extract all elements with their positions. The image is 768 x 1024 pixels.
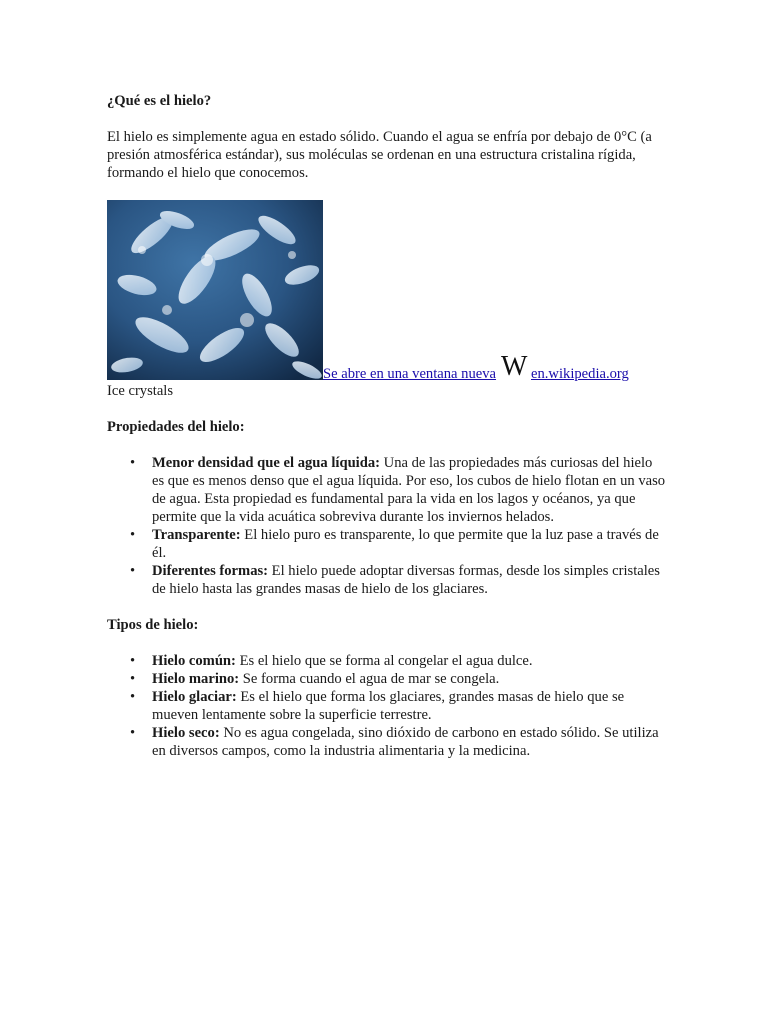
bullet-icon: • — [130, 455, 136, 471]
bullet-icon: • — [130, 725, 136, 741]
list-item — [130, 670, 667, 688]
list-item-term: Hielo glaciar: — [152, 689, 237, 705]
properties-list — [107, 454, 667, 598]
properties-title: Propiedades del hielo: — [107, 419, 245, 435]
bullet-icon: • — [130, 527, 136, 543]
list-item-term: Hielo marino: — [152, 671, 240, 687]
image-caption: Ice crystals — [107, 383, 174, 399]
bullet-icon: • — [130, 653, 136, 669]
intro-paragraph: El hielo es simplemente agua en estado sólido. Cuando el agua se enfría por debajo de 0°C (a presión atmosférica estándar), sus moléculas se ordenan en una estructura cristalina rígida, formando el hielo que conocemos. — [107, 129, 652, 181]
list-item-text: Una de las propiedades más curiosas del hielo es que es menos denso que el agua líquida. Por eso, los cubos de hielo flotan en un vaso de agua. Esta propiedad es fundamental para la vida en los lagos y océanos, ya que permite que la vida acuática sobreviva durante los inviernos helados. — [152, 455, 666, 525]
list-item-term: Hielo seco: — [152, 725, 220, 741]
wikipedia-source-link[interactable]: en.wikipedia.org — [531, 366, 629, 382]
wikipedia-icon: W — [501, 351, 528, 382]
list-item-term: Menor densidad que el agua líquida: — [152, 455, 381, 471]
list-item-text: No es agua congelada, sino dióxido de carbono en estado sólido. Se utiliza en diversos campos, como la industria alimentaria y la medicina. — [152, 725, 659, 759]
list-item — [130, 652, 667, 670]
list-item-text: El hielo puede adoptar diversas formas, desde los simples cristales de hielo hasta las grandes masas de hielo de los glaciares. — [152, 563, 660, 597]
list-item-text: El hielo puro es transparente, lo que permite que la luz pase a través de él. — [152, 527, 659, 561]
types-list — [107, 652, 667, 760]
list-item-term: Hielo común: — [152, 653, 236, 669]
figure-row — [107, 200, 667, 380]
list-item — [130, 454, 667, 526]
bullet-icon: • — [130, 563, 136, 579]
document-body — [107, 92, 667, 760]
bullet-icon: • — [130, 689, 136, 705]
list-item-text: Es el hielo que se forma al congelar el agua dulce. — [235, 653, 533, 669]
list-item-term: Transparente: — [152, 527, 241, 543]
bullet-icon: • — [130, 671, 136, 687]
list-item — [130, 562, 667, 598]
ice-crystals-image[interactable] — [107, 200, 323, 380]
list-item-text: Se forma cuando el agua de mar se congela. — [239, 671, 500, 687]
open-new-window-link[interactable]: Se abre en una ventana nueva — [323, 366, 497, 382]
page-heading: ¿Qué es el hielo? — [107, 93, 212, 109]
types-title: Tipos de hielo: — [107, 617, 199, 633]
list-item — [130, 724, 667, 760]
list-item — [130, 688, 667, 724]
list-item-text: Es el hielo que forma los glaciares, grandes masas de hielo que se mueven lentamente sobre la superficie terrestre. — [152, 689, 625, 723]
list-item — [130, 526, 667, 562]
list-item-term: Diferentes formas: — [152, 563, 269, 579]
